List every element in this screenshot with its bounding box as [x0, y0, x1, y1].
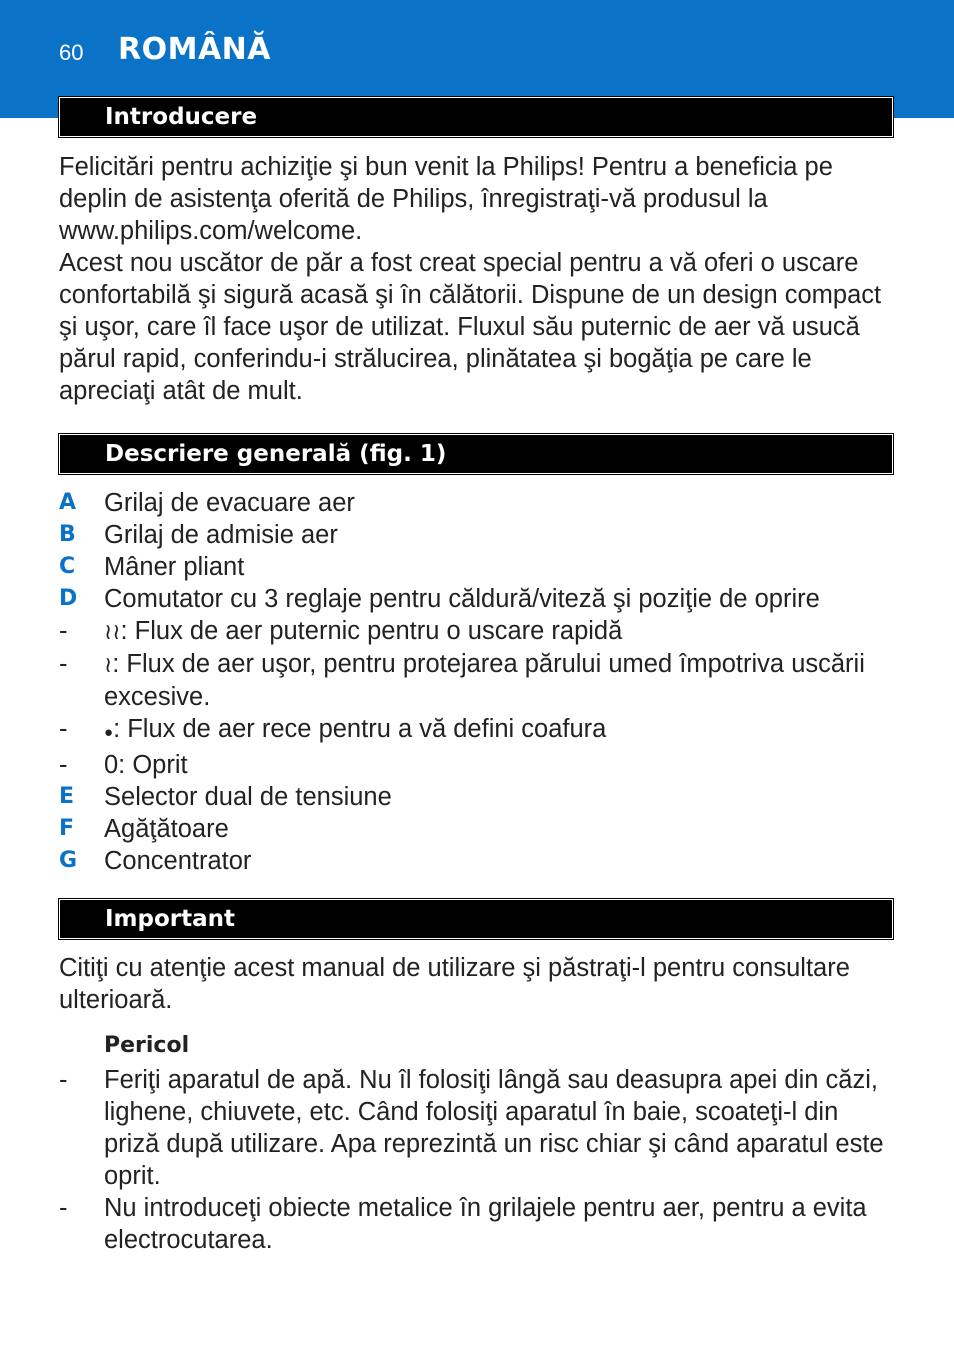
dash-bullet: -	[59, 650, 68, 678]
item-text: Grilaj de evacuare aer	[104, 489, 355, 517]
important-paragraph: Citiţi cu atenţie acest manual de utilizare şi păstraţi-l pentru consultare ulterioară.	[59, 954, 850, 1014]
strong-airflow-icon: ≀≀	[104, 619, 121, 644]
important-text	[59, 952, 899, 1016]
list-item	[59, 487, 899, 519]
list-item	[59, 1192, 899, 1256]
setting-item	[59, 615, 899, 648]
item-key: E	[59, 784, 75, 809]
section-header-intro	[59, 97, 893, 137]
overview-list	[59, 487, 899, 877]
item-text: Grilaj de admisie aer	[104, 521, 338, 549]
page-number: 60	[59, 40, 84, 65]
list-item	[59, 813, 899, 845]
item-text: Mâner pliant	[104, 553, 245, 581]
list-item	[59, 583, 899, 615]
item-key: D	[59, 586, 78, 611]
setting-item	[59, 749, 899, 781]
intro-paragraph-2: Acest nou uscător de păr a fost creat special pentru a vă oferi o uscare confortabilă şi sigură acasă şi în călătorii. Dispune de un design compact şi uşor, care îl face uşor de utilizat. Fluxul său puternic de aer vă usucă părul rapid, conferindu-i strălucirea, plinătatea şi bogăţia pe care le apreciaţi atât de mult.	[59, 249, 882, 405]
item-key: C	[59, 554, 76, 579]
item-text: Agăţătoare	[104, 815, 229, 843]
item-text: Comutator cu 3 reglaje pentru căldură/viteză şi poziţie de oprire	[104, 585, 820, 613]
setting-item	[59, 713, 899, 749]
list-item	[59, 551, 899, 583]
item-key: A	[59, 490, 77, 515]
item-key: G	[59, 848, 78, 873]
item-key: B	[59, 522, 76, 547]
list-item	[59, 1064, 899, 1192]
intro-paragraph-1: Felicitări pentru achiziţie şi bun venit la Philips! Pentru a beneficia pe deplin de asistenţa oferită de Philips, înregistraţi-vă produsul la www.philips.com/welcome.	[59, 153, 833, 245]
dash-bullet: -	[59, 617, 68, 645]
item-text: Feriţi aparatul de apă. Nu îl folosiţi lângă sau deasupra apei din căzi, lighene, chiuvete, etc. Când folosiţi aparatul în baie, scoateţi-l din priză după utilizare. Apa reprezintă un risc chiar şi când aparatul este oprit.	[104, 1066, 884, 1190]
item-text: Nu introduceţi obiecte metalice în grilajele pentru aer, pentru a evita electrocutarea.	[104, 1194, 867, 1254]
item-key: F	[59, 816, 75, 841]
section-header-important	[59, 899, 893, 939]
dash-bullet: -	[59, 715, 68, 743]
item-text: Selector dual de tensiune	[104, 783, 392, 811]
dash-bullet: -	[59, 1194, 68, 1222]
list-item	[59, 845, 899, 877]
dash-bullet: -	[59, 1066, 68, 1094]
danger-heading: Pericol	[104, 1033, 190, 1058]
gentle-airflow-icon: ≀	[104, 652, 113, 677]
setting-text: : Flux de aer rece pentru a vă defini coafura	[113, 715, 607, 743]
item-text: Concentrator	[104, 847, 252, 875]
intro-text	[59, 151, 899, 407]
section-title: Introducere	[105, 104, 258, 130]
list-item	[59, 781, 899, 813]
setting-text: : Flux de aer puternic pentru o uscare rapidă	[120, 617, 623, 645]
setting-text: 0: Oprit	[104, 751, 188, 779]
dash-bullet: -	[59, 751, 68, 779]
setting-item	[59, 648, 899, 713]
list-item	[59, 519, 899, 551]
section-header-overview	[59, 434, 893, 474]
setting-text: : Flux de aer uşor, pentru protejarea părului umed împotriva uscării excesive.	[104, 650, 865, 711]
section-title: Descriere generală (fig. 1)	[105, 441, 447, 467]
language-title: ROMÂNĂ	[118, 32, 271, 67]
section-title: Important	[105, 906, 236, 932]
cool-airflow-icon: ●	[104, 724, 114, 741]
danger-list	[59, 1064, 899, 1256]
